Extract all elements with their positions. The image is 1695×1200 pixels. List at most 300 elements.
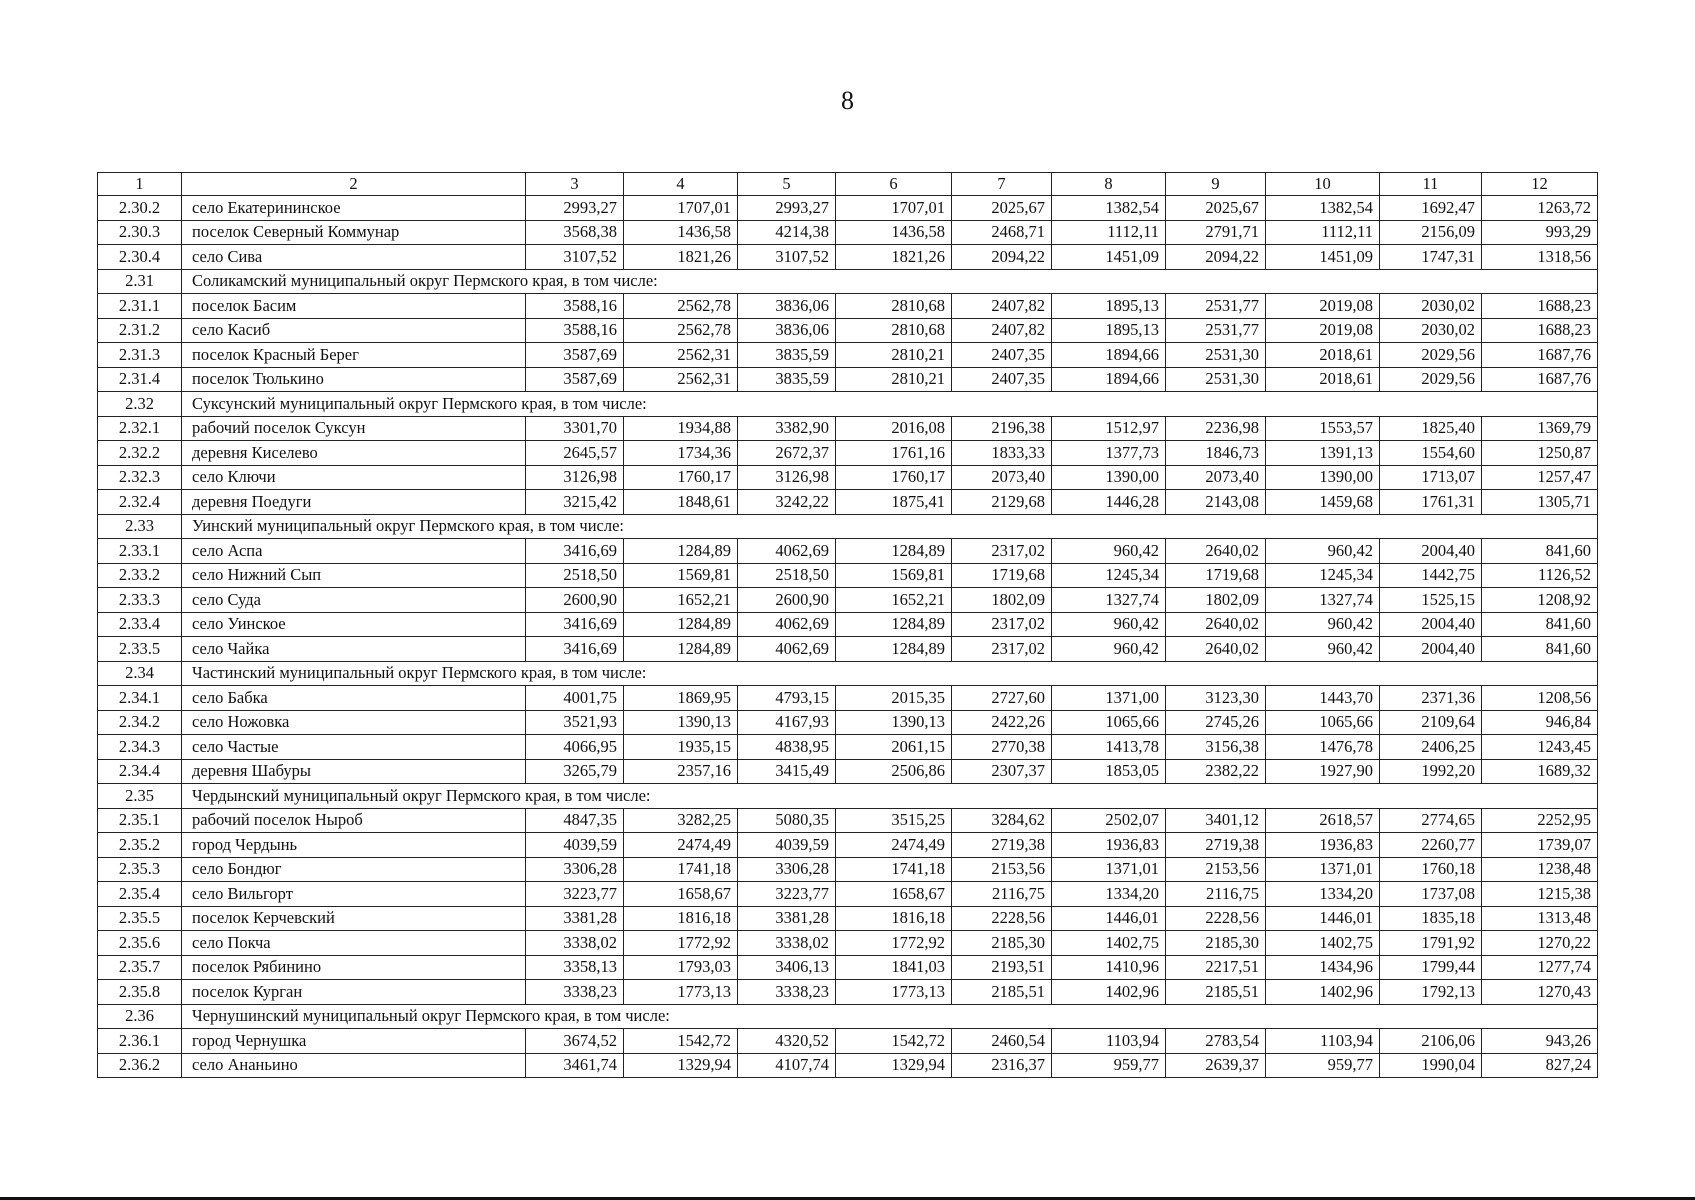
value-cell: 4107,74 <box>738 1053 836 1078</box>
value-cell: 1689,32 <box>1482 759 1598 784</box>
settlement-name: поселок Тюлькино <box>182 367 526 392</box>
value-cell: 1825,40 <box>1380 416 1482 441</box>
value-cell: 3126,98 <box>526 465 624 490</box>
value-cell: 1799,44 <box>1380 955 1482 980</box>
row-code: 2.33 <box>98 514 182 539</box>
value-cell: 827,24 <box>1482 1053 1598 1078</box>
value-cell: 1542,72 <box>624 1029 738 1054</box>
table-row <box>98 882 1598 907</box>
value-cell: 1687,76 <box>1482 343 1598 368</box>
value-cell: 1112,11 <box>1052 220 1166 245</box>
value-cell: 2094,22 <box>952 245 1052 270</box>
table-row <box>98 857 1598 882</box>
value-cell: 3382,90 <box>738 416 836 441</box>
value-cell: 1707,01 <box>624 196 738 221</box>
value-cell: 1848,61 <box>624 490 738 515</box>
value-cell: 3284,62 <box>952 808 1052 833</box>
value-cell: 960,42 <box>1052 637 1166 662</box>
value-cell: 2407,35 <box>952 343 1052 368</box>
value-cell: 1327,74 <box>1052 588 1166 613</box>
settlement-name: деревня Шабуры <box>182 759 526 784</box>
value-cell: 1243,45 <box>1482 735 1598 760</box>
row-code: 2.36 <box>98 1004 182 1029</box>
value-cell: 1446,01 <box>1052 906 1166 931</box>
value-cell: 1065,66 <box>1266 710 1380 735</box>
value-cell: 2018,61 <box>1266 367 1380 392</box>
value-cell: 3381,28 <box>526 906 624 931</box>
value-cell: 1569,81 <box>836 563 952 588</box>
value-cell: 2407,82 <box>952 318 1052 343</box>
value-cell: 2228,56 <box>952 906 1052 931</box>
value-cell: 1816,18 <box>836 906 952 931</box>
column-header: 4 <box>624 173 738 196</box>
value-cell: 1390,13 <box>624 710 738 735</box>
value-cell: 1990,04 <box>1380 1053 1482 1078</box>
value-cell: 2639,37 <box>1166 1053 1266 1078</box>
value-cell: 2073,40 <box>952 465 1052 490</box>
value-cell: 1687,76 <box>1482 367 1598 392</box>
value-cell: 2531,77 <box>1166 294 1266 319</box>
row-code: 2.31.1 <box>98 294 182 319</box>
value-cell: 2252,95 <box>1482 808 1598 833</box>
value-cell: 1263,72 <box>1482 196 1598 221</box>
value-cell: 2474,49 <box>836 833 952 858</box>
value-cell: 2307,37 <box>952 759 1052 784</box>
row-code: 2.36.1 <box>98 1029 182 1054</box>
group-title: Уинский муниципальный округ Пермского края, в том числе: <box>182 514 1598 539</box>
value-cell: 3265,79 <box>526 759 624 784</box>
value-cell: 1894,66 <box>1052 367 1166 392</box>
value-cell: 5080,35 <box>738 808 836 833</box>
column-header: 7 <box>952 173 1052 196</box>
group-row <box>98 392 1598 417</box>
row-code: 2.30.3 <box>98 220 182 245</box>
value-cell: 1371,01 <box>1266 857 1380 882</box>
value-cell: 3338,02 <box>526 931 624 956</box>
value-cell: 1334,20 <box>1266 882 1380 907</box>
row-code: 2.35.3 <box>98 857 182 882</box>
value-cell: 1208,92 <box>1482 588 1598 613</box>
table-row <box>98 367 1598 392</box>
value-cell: 1371,00 <box>1052 686 1166 711</box>
value-cell: 1895,13 <box>1052 318 1166 343</box>
table-row <box>98 612 1598 637</box>
value-cell: 1542,72 <box>836 1029 952 1054</box>
settlement-name: село Частые <box>182 735 526 760</box>
value-cell: 1318,56 <box>1482 245 1598 270</box>
row-code: 2.35.4 <box>98 882 182 907</box>
value-cell: 4039,59 <box>738 833 836 858</box>
settlement-name: село Суда <box>182 588 526 613</box>
table-body <box>98 173 1598 1078</box>
row-code: 2.32.1 <box>98 416 182 441</box>
value-cell: 2719,38 <box>1166 833 1266 858</box>
value-cell: 2993,27 <box>526 196 624 221</box>
value-cell: 2993,27 <box>738 196 836 221</box>
settlement-name: деревня Поедуги <box>182 490 526 515</box>
row-code: 2.35.5 <box>98 906 182 931</box>
value-cell: 2004,40 <box>1380 539 1482 564</box>
value-cell: 2810,68 <box>836 318 952 343</box>
value-cell: 4062,69 <box>738 612 836 637</box>
value-cell: 3338,23 <box>526 980 624 1005</box>
value-cell: 1402,75 <box>1052 931 1166 956</box>
row-code: 2.34.2 <box>98 710 182 735</box>
value-cell: 1569,81 <box>624 563 738 588</box>
value-cell: 3415,49 <box>738 759 836 784</box>
value-cell: 1284,89 <box>836 612 952 637</box>
group-row <box>98 784 1598 809</box>
column-header: 6 <box>836 173 952 196</box>
value-cell: 1791,92 <box>1380 931 1482 956</box>
value-cell: 1391,13 <box>1266 441 1380 466</box>
value-cell: 2562,31 <box>624 343 738 368</box>
column-header: 5 <box>738 173 836 196</box>
value-cell: 3282,25 <box>624 808 738 833</box>
value-cell: 2645,57 <box>526 441 624 466</box>
value-cell: 3515,25 <box>836 808 952 833</box>
value-cell: 1761,31 <box>1380 490 1482 515</box>
value-cell: 3588,16 <box>526 318 624 343</box>
row-code: 2.36.2 <box>98 1053 182 1078</box>
value-cell: 1936,83 <box>1052 833 1166 858</box>
value-cell: 1869,95 <box>624 686 738 711</box>
value-cell: 1434,96 <box>1266 955 1380 980</box>
value-cell: 2640,02 <box>1166 637 1266 662</box>
value-cell: 1688,23 <box>1482 318 1598 343</box>
value-cell: 1390,00 <box>1266 465 1380 490</box>
row-code: 2.35.6 <box>98 931 182 956</box>
row-code: 2.33.4 <box>98 612 182 637</box>
settlement-name: поселок Керчевский <box>182 906 526 931</box>
value-cell: 3406,13 <box>738 955 836 980</box>
value-cell: 1737,08 <box>1380 882 1482 907</box>
value-cell: 2672,37 <box>738 441 836 466</box>
table-row <box>98 735 1598 760</box>
value-cell: 1305,71 <box>1482 490 1598 515</box>
value-cell: 1313,48 <box>1482 906 1598 931</box>
value-cell: 1238,48 <box>1482 857 1598 882</box>
group-title: Суксунский муниципальный округ Пермского края, в том числе: <box>182 392 1598 417</box>
value-cell: 2531,77 <box>1166 318 1266 343</box>
value-cell: 2357,16 <box>624 759 738 784</box>
value-cell: 2016,08 <box>836 416 952 441</box>
value-cell: 3587,69 <box>526 367 624 392</box>
row-code: 2.30.4 <box>98 245 182 270</box>
value-cell: 1284,89 <box>624 539 738 564</box>
value-cell: 1792,13 <box>1380 980 1482 1005</box>
value-cell: 1816,18 <box>624 906 738 931</box>
value-cell: 3306,28 <box>738 857 836 882</box>
value-cell: 3358,13 <box>526 955 624 980</box>
group-row <box>98 269 1598 294</box>
table-row <box>98 563 1598 588</box>
value-cell: 2719,38 <box>952 833 1052 858</box>
value-cell: 3588,16 <box>526 294 624 319</box>
table-row <box>98 465 1598 490</box>
table-row <box>98 318 1598 343</box>
row-code: 2.32.2 <box>98 441 182 466</box>
value-cell: 3123,30 <box>1166 686 1266 711</box>
value-cell: 1215,38 <box>1482 882 1598 907</box>
settlement-name: деревня Киселево <box>182 441 526 466</box>
value-cell: 1734,36 <box>624 441 738 466</box>
value-cell: 1934,88 <box>624 416 738 441</box>
value-cell: 1369,79 <box>1482 416 1598 441</box>
row-code: 2.34.1 <box>98 686 182 711</box>
value-cell: 1476,78 <box>1266 735 1380 760</box>
value-cell: 960,42 <box>1052 612 1166 637</box>
table-row <box>98 220 1598 245</box>
value-cell: 1739,07 <box>1482 833 1598 858</box>
value-cell: 4320,52 <box>738 1029 836 1054</box>
settlement-name: село Сива <box>182 245 526 270</box>
value-cell: 1658,67 <box>836 882 952 907</box>
column-header: 9 <box>1166 173 1266 196</box>
value-cell: 3836,06 <box>738 294 836 319</box>
value-cell: 1402,75 <box>1266 931 1380 956</box>
value-cell: 2260,77 <box>1380 833 1482 858</box>
value-cell: 2015,35 <box>836 686 952 711</box>
value-cell: 3223,77 <box>738 882 836 907</box>
value-cell: 4066,95 <box>526 735 624 760</box>
value-cell: 4062,69 <box>738 637 836 662</box>
value-cell: 3587,69 <box>526 343 624 368</box>
value-cell: 3568,38 <box>526 220 624 245</box>
row-code: 2.31.2 <box>98 318 182 343</box>
settlement-name: город Чернушка <box>182 1029 526 1054</box>
value-cell: 1688,23 <box>1482 294 1598 319</box>
value-cell: 2153,56 <box>952 857 1052 882</box>
value-cell: 2129,68 <box>952 490 1052 515</box>
value-cell: 1329,94 <box>624 1053 738 1078</box>
value-cell: 2640,02 <box>1166 539 1266 564</box>
value-cell: 2518,50 <box>738 563 836 588</box>
value-cell: 2185,30 <box>952 931 1052 956</box>
row-code: 2.35.8 <box>98 980 182 1005</box>
value-cell: 1833,33 <box>952 441 1052 466</box>
value-cell: 2382,22 <box>1166 759 1266 784</box>
table-row <box>98 539 1598 564</box>
settlement-name: поселок Курган <box>182 980 526 1005</box>
table-row <box>98 1053 1598 1078</box>
row-code: 2.31.3 <box>98 343 182 368</box>
value-cell: 4001,75 <box>526 686 624 711</box>
value-cell: 2025,67 <box>1166 196 1266 221</box>
table-row <box>98 833 1598 858</box>
value-cell: 1841,03 <box>836 955 952 980</box>
value-cell: 993,29 <box>1482 220 1598 245</box>
value-cell: 2029,56 <box>1380 343 1482 368</box>
table-row <box>98 294 1598 319</box>
value-cell: 1875,41 <box>836 490 952 515</box>
row-code: 2.34 <box>98 661 182 686</box>
value-cell: 1793,03 <box>624 955 738 980</box>
value-cell: 959,77 <box>1266 1053 1380 1078</box>
settlement-name: село Бондюг <box>182 857 526 882</box>
value-cell: 2116,75 <box>1166 882 1266 907</box>
column-header: 12 <box>1482 173 1598 196</box>
value-cell: 2185,30 <box>1166 931 1266 956</box>
value-cell: 1741,18 <box>624 857 738 882</box>
value-cell: 1103,94 <box>1266 1029 1380 1054</box>
settlement-name: село Нижний Сып <box>182 563 526 588</box>
row-code: 2.34.3 <box>98 735 182 760</box>
value-cell: 2810,68 <box>836 294 952 319</box>
value-cell: 2004,40 <box>1380 637 1482 662</box>
row-code: 2.35.2 <box>98 833 182 858</box>
value-cell: 1103,94 <box>1052 1029 1166 1054</box>
value-cell: 2531,30 <box>1166 343 1266 368</box>
value-cell: 1525,15 <box>1380 588 1482 613</box>
row-code: 2.33.5 <box>98 637 182 662</box>
column-header-row <box>98 173 1598 196</box>
value-cell: 2061,15 <box>836 735 952 760</box>
row-code: 2.32 <box>98 392 182 417</box>
settlement-name: рабочий поселок Ныроб <box>182 808 526 833</box>
value-cell: 2156,09 <box>1380 220 1482 245</box>
value-cell: 3416,69 <box>526 612 624 637</box>
value-cell: 1270,22 <box>1482 931 1598 956</box>
value-cell: 1382,54 <box>1266 196 1380 221</box>
settlement-name: село Касиб <box>182 318 526 343</box>
value-cell: 1713,07 <box>1380 465 1482 490</box>
value-cell: 2029,56 <box>1380 367 1482 392</box>
value-cell: 2600,90 <box>738 588 836 613</box>
value-cell: 3401,12 <box>1166 808 1266 833</box>
page-number: 8 <box>841 86 854 115</box>
value-cell: 1835,18 <box>1380 906 1482 931</box>
group-title: Соликамский муниципальный округ Пермского края, в том числе: <box>182 269 1598 294</box>
value-cell: 2810,21 <box>836 343 952 368</box>
value-cell: 1761,16 <box>836 441 952 466</box>
table-row <box>98 1029 1598 1054</box>
value-cell: 1894,66 <box>1052 343 1166 368</box>
column-header: 11 <box>1380 173 1482 196</box>
value-cell: 2407,82 <box>952 294 1052 319</box>
value-cell: 1377,73 <box>1052 441 1166 466</box>
settlement-name: поселок Красный Берег <box>182 343 526 368</box>
settlement-name: село Ножовка <box>182 710 526 735</box>
value-cell: 1443,70 <box>1266 686 1380 711</box>
settlement-name: село Уинское <box>182 612 526 637</box>
value-cell: 1382,54 <box>1052 196 1166 221</box>
value-cell: 2317,02 <box>952 612 1052 637</box>
value-cell: 2600,90 <box>526 588 624 613</box>
value-cell: 2422,26 <box>952 710 1052 735</box>
value-cell: 2228,56 <box>1166 906 1266 931</box>
group-title: Частинский муниципальный округ Пермского края, в том числе: <box>182 661 1598 686</box>
value-cell: 3156,38 <box>1166 735 1266 760</box>
value-cell: 1126,52 <box>1482 563 1598 588</box>
value-cell: 2745,26 <box>1166 710 1266 735</box>
value-cell: 2460,54 <box>952 1029 1052 1054</box>
settlement-name: село Покча <box>182 931 526 956</box>
value-cell: 2030,02 <box>1380 318 1482 343</box>
value-cell: 1459,68 <box>1266 490 1380 515</box>
value-cell: 2106,06 <box>1380 1029 1482 1054</box>
value-cell: 2640,02 <box>1166 612 1266 637</box>
value-cell: 3107,52 <box>738 245 836 270</box>
value-cell: 1446,01 <box>1266 906 1380 931</box>
settlement-name: село Ананьино <box>182 1053 526 1078</box>
value-cell: 1853,05 <box>1052 759 1166 784</box>
value-cell: 1658,67 <box>624 882 738 907</box>
row-code: 2.33.3 <box>98 588 182 613</box>
value-cell: 2531,30 <box>1166 367 1266 392</box>
value-cell: 1652,21 <box>836 588 952 613</box>
value-cell: 3301,70 <box>526 416 624 441</box>
value-cell: 1935,15 <box>624 735 738 760</box>
value-cell: 3338,23 <box>738 980 836 1005</box>
value-cell: 2030,02 <box>1380 294 1482 319</box>
value-cell: 960,42 <box>1266 637 1380 662</box>
value-cell: 1554,60 <box>1380 441 1482 466</box>
settlement-name: село Чайка <box>182 637 526 662</box>
value-cell: 2019,08 <box>1266 318 1380 343</box>
column-header: 2 <box>182 173 526 196</box>
group-row <box>98 514 1598 539</box>
value-cell: 3107,52 <box>526 245 624 270</box>
row-code: 2.31 <box>98 269 182 294</box>
settlement-name: рабочий поселок Суксун <box>182 416 526 441</box>
value-cell: 2217,51 <box>1166 955 1266 980</box>
value-cell: 2371,36 <box>1380 686 1482 711</box>
settlement-name: село Ключи <box>182 465 526 490</box>
value-cell: 1895,13 <box>1052 294 1166 319</box>
row-code: 2.35 <box>98 784 182 809</box>
row-code: 2.32.4 <box>98 490 182 515</box>
value-cell: 1760,18 <box>1380 857 1482 882</box>
settlement-name: село Вильгорт <box>182 882 526 907</box>
value-cell: 2019,08 <box>1266 294 1380 319</box>
group-title: Чердынский муниципальный округ Пермского края, в том числе: <box>182 784 1598 809</box>
group-row <box>98 1004 1598 1029</box>
value-cell: 2474,49 <box>624 833 738 858</box>
value-cell: 2193,51 <box>952 955 1052 980</box>
value-cell: 2468,71 <box>952 220 1052 245</box>
settlement-name: село Екатерининское <box>182 196 526 221</box>
value-cell: 1741,18 <box>836 857 952 882</box>
value-cell: 4214,38 <box>738 220 836 245</box>
value-cell: 2153,56 <box>1166 857 1266 882</box>
value-cell: 3338,02 <box>738 931 836 956</box>
value-cell: 1802,09 <box>1166 588 1266 613</box>
value-cell: 1270,43 <box>1482 980 1598 1005</box>
value-cell: 1065,66 <box>1052 710 1166 735</box>
value-cell: 3416,69 <box>526 539 624 564</box>
table-row <box>98 759 1598 784</box>
value-cell: 1692,47 <box>1380 196 1482 221</box>
value-cell: 2185,51 <box>1166 980 1266 1005</box>
value-cell: 2727,60 <box>952 686 1052 711</box>
table-row <box>98 980 1598 1005</box>
value-cell: 2562,31 <box>624 367 738 392</box>
column-header: 1 <box>98 173 182 196</box>
table-row <box>98 588 1598 613</box>
value-cell: 943,26 <box>1482 1029 1598 1054</box>
column-header: 10 <box>1266 173 1380 196</box>
value-cell: 1936,83 <box>1266 833 1380 858</box>
value-cell: 1772,92 <box>836 931 952 956</box>
value-cell: 4793,15 <box>738 686 836 711</box>
value-cell: 2791,71 <box>1166 220 1266 245</box>
value-cell: 2196,38 <box>952 416 1052 441</box>
value-cell: 1760,17 <box>624 465 738 490</box>
value-cell: 3306,28 <box>526 857 624 882</box>
value-cell: 2025,67 <box>952 196 1052 221</box>
table-row <box>98 416 1598 441</box>
